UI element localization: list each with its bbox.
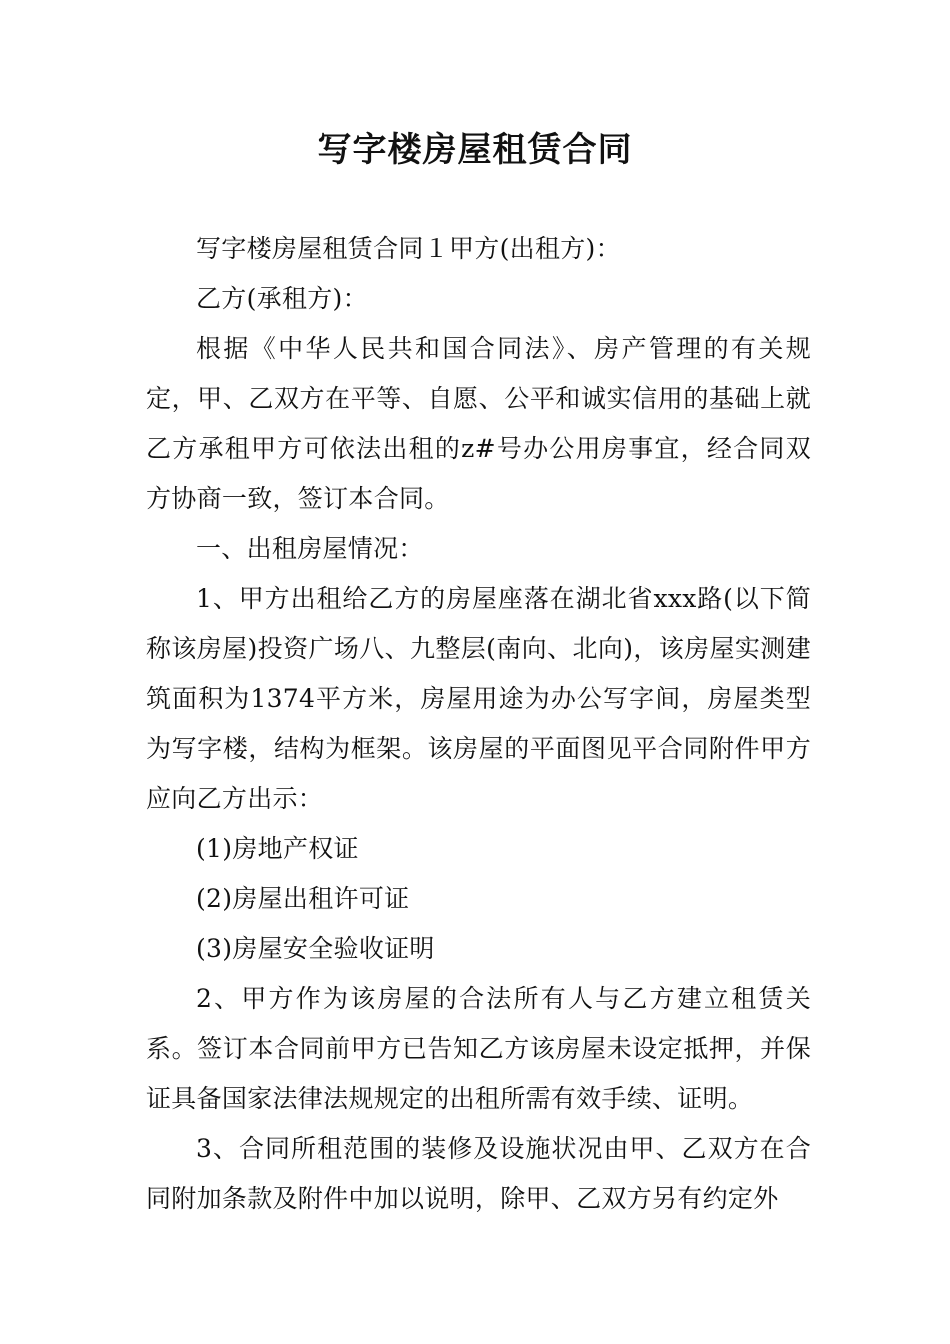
paragraph: (2)房屋出租许可证 — [196, 884, 410, 913]
paragraph: 一、出租房屋情况： — [196, 534, 424, 563]
paragraph: 写字楼房屋租赁合同１甲方(出租方)： — [196, 234, 621, 263]
paragraph: 2、甲方作为该房屋的合法所有人与乙方建立租赁关系。签订本合同前甲方已告知乙方该房屋未设定抵押，并保证具备国家法律法规规定的出租所需有效手续、证明。 — [146, 984, 811, 1113]
paragraph: (1)房地产权证 — [196, 834, 359, 863]
paragraph: 乙方(承租方)： — [196, 284, 368, 313]
paragraph: 3、合同所租范围的装修及设施状况由甲、乙双方在合同附加条款及附件中加以说明，除甲、乙双方另有约定外 — [146, 1134, 811, 1213]
document-title: 写字楼房屋租赁合同 — [317, 130, 633, 170]
paragraph: (3)房屋安全验收证明 — [196, 934, 435, 963]
paragraph: 1、甲方出租给乙方的房屋座落在湖北省xxx路(以下简称该房屋)投资广场八、九整层(南向、北向)，该房屋实测建筑面积为1374平方米，房屋用途为办公写字间，房屋类型为写字楼，结构为框架。该房屋的平面图见平合同附件甲方应向乙方出示： — [146, 584, 811, 813]
paragraph: 根据《中华人民共和国合同法》、房产管理的有关规定，甲、乙双方在平等、自愿、公平和诚实信用的基础上就乙方承租甲方可依法出租的z#号办公用房事宜，经合同双方协商一致，签订本合同。 — [146, 334, 811, 513]
document-body — [146, 224, 811, 1224]
